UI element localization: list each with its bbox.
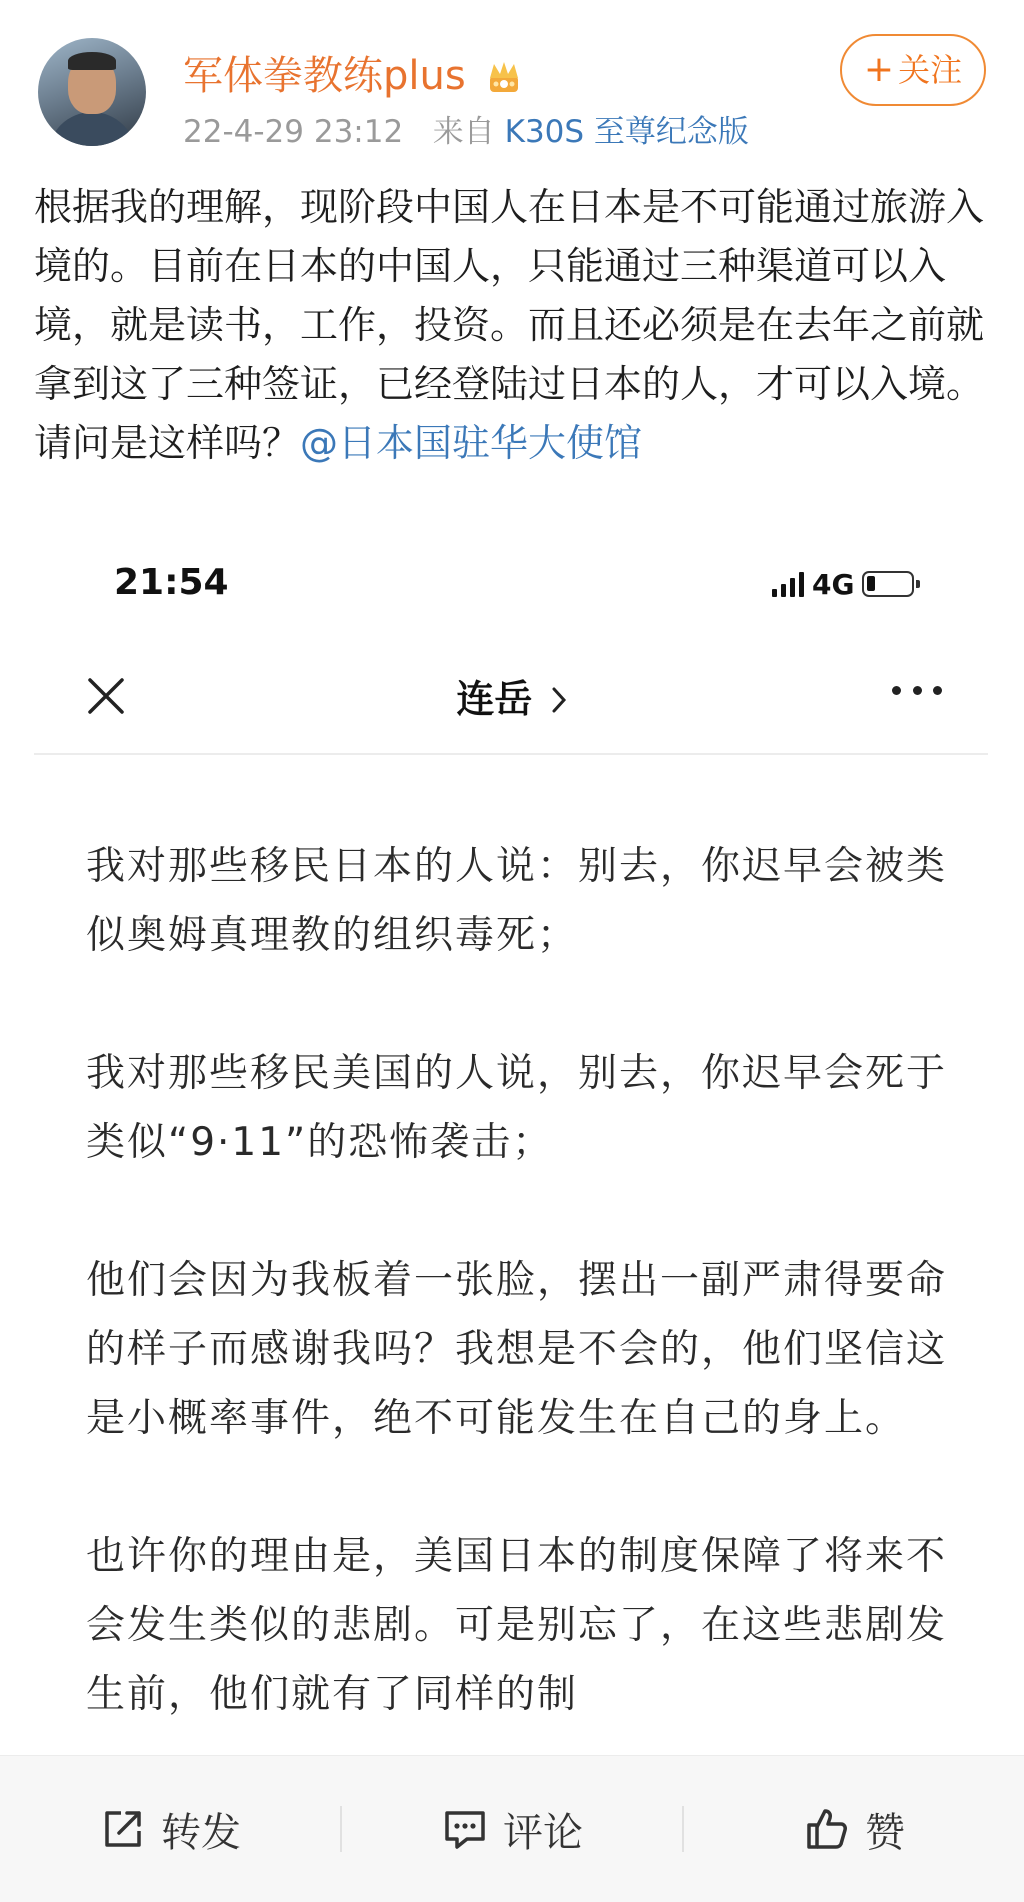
post-meta (183, 110, 749, 154)
comment-button[interactable] (342, 1801, 682, 1858)
repost-button[interactable] (0, 1801, 340, 1858)
mention-link[interactable]: @日本国驻华大使馆 (300, 421, 643, 465)
avatar-hair (68, 52, 116, 70)
username[interactable]: 军体拳教练plus (183, 53, 466, 99)
source-prefix: 来自 (432, 114, 495, 150)
more-options-icon[interactable] (892, 686, 942, 700)
avatar-shirt (48, 112, 136, 146)
follow-label: 关注 (898, 51, 963, 89)
post-device[interactable]: K30S 至尊纪念版 (504, 114, 749, 150)
comment-label: 评论 (503, 1809, 583, 1856)
nav-divider (34, 753, 988, 755)
nav-title[interactable] (0, 668, 1024, 723)
network-type: 4G (812, 567, 855, 601)
user-avatar[interactable] (38, 38, 146, 146)
article-paragraph: 也许你的理由是，美国日本的制度保障了将来不会发生类似的悲剧。可是别忘了，在这些悲剧发生前，他们就有了同样的制 (86, 1534, 948, 1717)
like-label: 赞 (865, 1809, 905, 1856)
signal-icon (772, 571, 804, 597)
repost-label: 转发 (161, 1809, 241, 1856)
article-paragraph: 他们会因为我板着一张脸，摆出一副严肃得要命的样子而感谢我吗？我想是不会的，他们坚信这是小概率事件，绝不可能发生在自己的身上。 (86, 1258, 948, 1441)
author-name[interactable]: 连岳 (456, 677, 533, 721)
action-bar (0, 1755, 1024, 1902)
follow-plus-icon: + (863, 49, 895, 90)
username-row[interactable] (183, 48, 524, 104)
thumbs-up-icon (803, 1805, 851, 1853)
follow-button[interactable] (840, 34, 986, 106)
battery-icon (862, 571, 914, 597)
like-button[interactable] (684, 1801, 1024, 1858)
status-time: 21:54 (114, 562, 229, 603)
article-paragraph: 我对那些移民日本的人说：别去，你迟早会被类似奥姆真理教的组织毒死； (86, 844, 948, 958)
post-body: 根据我的理解，现阶段中国人在日本是不可能通过旅游入境的。目前在日本的中国人，只能通过三种渠道可以入境，就是读书，工作，投资。而且还必须是在去年之前就拿到这了三种签证，已经登陆过日本的人，才可以入境。请问是这样吗？ (34, 185, 985, 465)
share-icon (99, 1805, 147, 1853)
embedded-screenshot (0, 540, 1024, 1755)
post-text (34, 178, 994, 473)
vip-crown-icon (484, 58, 524, 98)
chevron-right-icon (550, 686, 568, 714)
article-body (86, 832, 966, 1798)
comment-icon (441, 1805, 489, 1853)
post-time: 22-4-29 23:12 (183, 114, 404, 150)
article-paragraph: 我对那些移民美国的人说，别去，你迟早会死于类似“9·11”的恐怖袭击； (86, 1051, 948, 1165)
status-icons (772, 566, 914, 602)
